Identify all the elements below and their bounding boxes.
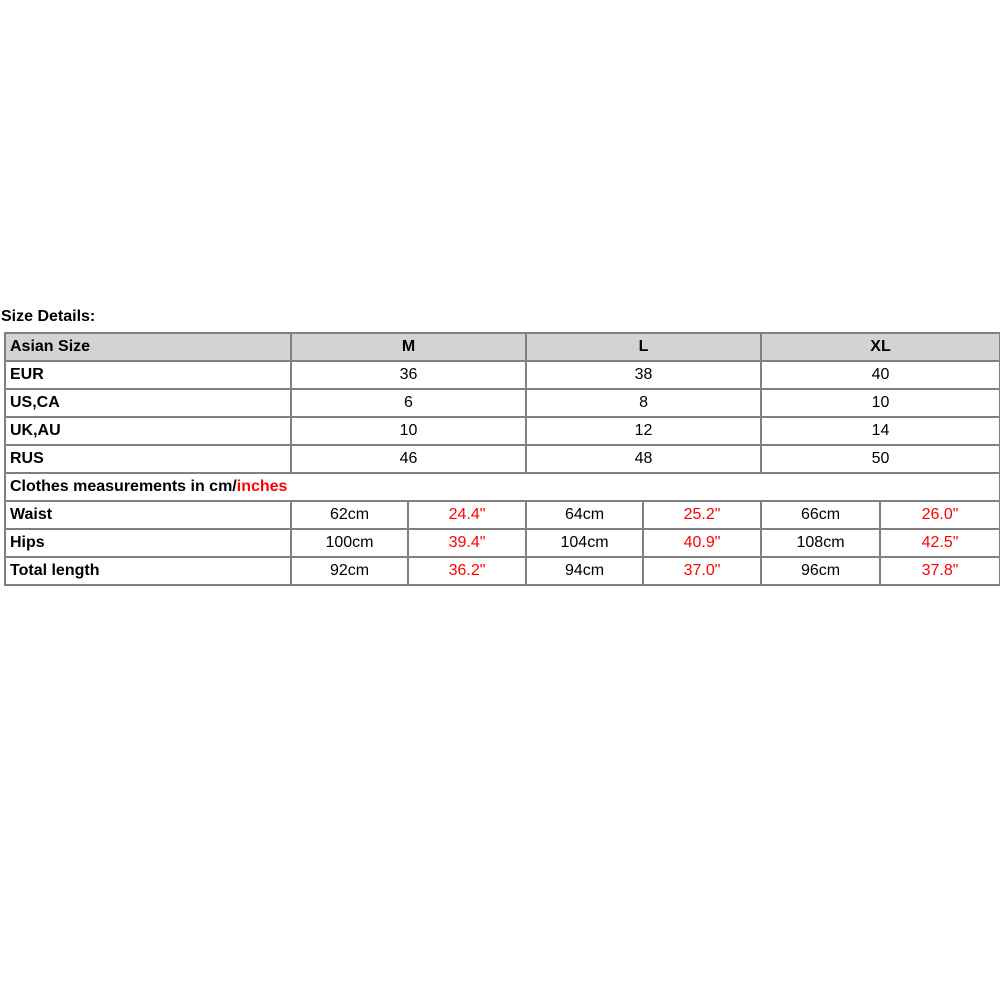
cell-cm: 96cm	[761, 557, 880, 585]
cell-value: 46	[291, 445, 526, 473]
cell-inches: 26.0"	[880, 501, 1000, 529]
measurements-heading-row	[5, 473, 1000, 501]
cell-inches: 40.9"	[643, 529, 761, 557]
cell-value: 10	[291, 417, 526, 445]
cell-value: 10	[761, 389, 1000, 417]
row-label: US,CA	[5, 389, 291, 417]
row-label: Hips	[5, 529, 291, 557]
row-label: Total length	[5, 557, 291, 585]
cell-value: 50	[761, 445, 1000, 473]
cell-cm: 66cm	[761, 501, 880, 529]
cell-inches: 24.4"	[408, 501, 526, 529]
measurements-heading-cm: Clothes measurements in cm/	[10, 478, 237, 495]
cell-value: 12	[526, 417, 761, 445]
measurements-heading-inches: inches	[236, 478, 288, 495]
cell-inches: 42.5"	[880, 529, 1000, 557]
cell-inches: 36.2"	[408, 557, 526, 585]
table-row	[5, 389, 1000, 417]
header-size-xl: XL	[761, 333, 1000, 361]
table-row	[5, 445, 1000, 473]
cell-cm: 62cm	[291, 501, 408, 529]
table-header-row	[5, 333, 1000, 361]
cell-value: 48	[526, 445, 761, 473]
cell-inches: 37.8"	[880, 557, 1000, 585]
cell-cm: 64cm	[526, 501, 643, 529]
page-title: Size Details:	[1, 308, 96, 325]
cell-cm: 94cm	[526, 557, 643, 585]
cell-value: 36	[291, 361, 526, 389]
cell-cm: 100cm	[291, 529, 408, 557]
cell-cm: 108cm	[761, 529, 880, 557]
row-label: EUR	[5, 361, 291, 389]
cell-value: 14	[761, 417, 1000, 445]
header-size-m: M	[291, 333, 526, 361]
table-row	[5, 529, 1000, 557]
table-row	[5, 417, 1000, 445]
cell-value: 6	[291, 389, 526, 417]
cell-inches: 39.4"	[408, 529, 526, 557]
row-label: RUS	[5, 445, 291, 473]
row-label: UK,AU	[5, 417, 291, 445]
cell-cm: 92cm	[291, 557, 408, 585]
cell-cm: 104cm	[526, 529, 643, 557]
row-label: Waist	[5, 501, 291, 529]
header-label: Asian Size	[5, 333, 291, 361]
size-details-table	[4, 332, 1000, 586]
cell-inches: 25.2"	[643, 501, 761, 529]
measurements-heading	[5, 473, 1000, 501]
cell-value: 8	[526, 389, 761, 417]
cell-inches: 37.0"	[643, 557, 761, 585]
cell-value: 40	[761, 361, 1000, 389]
cell-value: 38	[526, 361, 761, 389]
table-row	[5, 361, 1000, 389]
header-size-l: L	[526, 333, 761, 361]
table-row	[5, 557, 1000, 585]
table-row	[5, 501, 1000, 529]
